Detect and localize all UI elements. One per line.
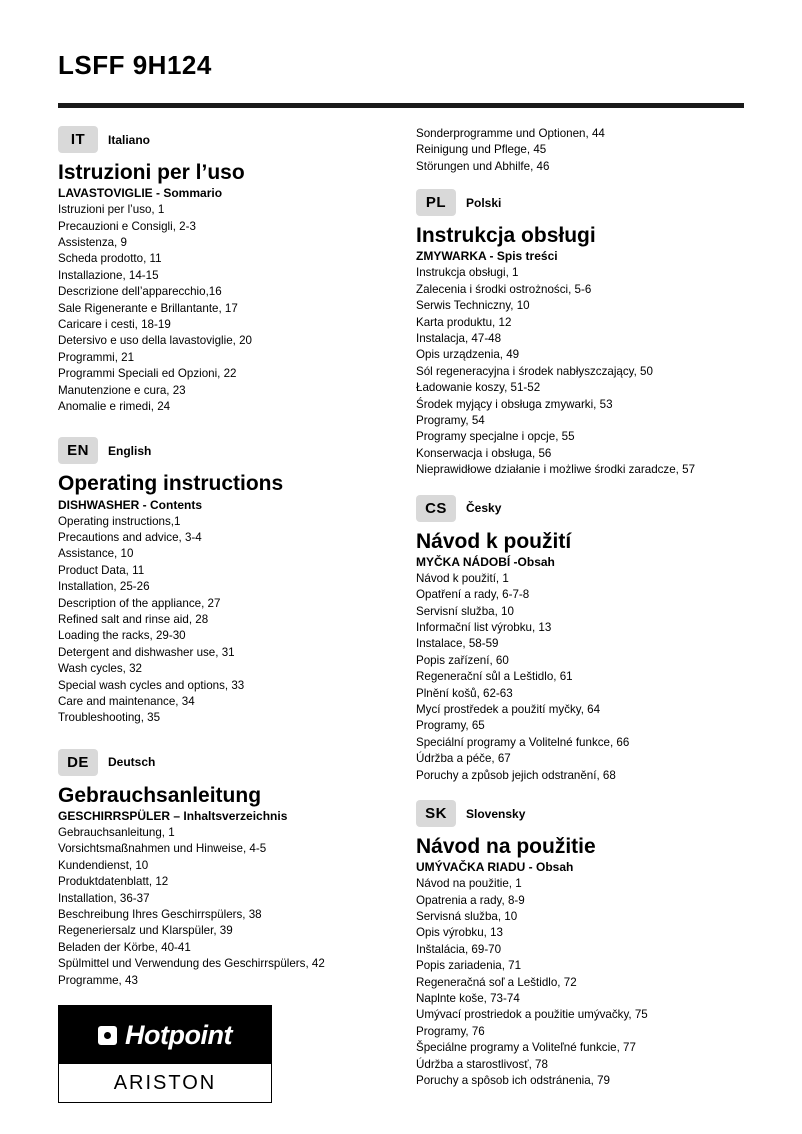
list-item: Loading the racks, 29-30	[58, 629, 186, 643]
contents-heading-it: LAVASTOVIGLIE - Sommario	[58, 186, 223, 201]
title-divider	[58, 103, 744, 108]
list-item: Opatření a rady, 6-7-8	[416, 588, 530, 602]
manual-title-cs: Návod k použití	[416, 529, 572, 553]
list-item: Störungen und Abhilfe, 46	[416, 159, 550, 173]
language-name-sk: Slovensky	[466, 806, 526, 821]
contents-heading-de: GESCHIRRSPÜLER – Inhaltsverzeichnis	[58, 808, 288, 823]
list-item: Reinigung und Pflege, 45	[416, 143, 547, 157]
language-badge-de: DE	[58, 749, 98, 776]
list-item: Ładowanie koszy, 51-52	[416, 381, 541, 395]
page-title: LSFF 9H124	[58, 50, 212, 80]
list-item: Konserwacja i obsługa, 56	[416, 446, 552, 460]
language-badge-en: EN	[58, 437, 98, 464]
left-column	[58, 126, 386, 1103]
list-item: Istruzioni per l’uso, 1	[58, 203, 165, 217]
right-column	[416, 126, 744, 1103]
language-header-cs	[416, 495, 744, 522]
list-item: Umývací prostriedok a použitie umývačky, 75	[416, 1008, 648, 1022]
list-item: Poruchy a spôsob ich odstránenia, 79	[416, 1074, 610, 1088]
section-gap	[416, 788, 744, 800]
list-item: Refined salt and rinse aid, 28	[58, 613, 209, 626]
list-item: Programy, 65	[416, 719, 485, 733]
language-name-cs: Česky	[466, 501, 502, 516]
list-item: Scheda prodotto, 11	[58, 252, 162, 266]
list-item: Plnění košů, 62-63	[416, 686, 513, 700]
language-header-sk	[416, 800, 744, 827]
list-item: Karta produktu, 12	[416, 315, 512, 329]
list-item: Instrukcja obsługi, 1	[416, 266, 519, 280]
manual-title-pl: Instrukcja obsługi	[416, 224, 596, 248]
list-item: Installation, 36-37	[58, 891, 150, 905]
contents-columns	[58, 126, 744, 1103]
list-item: Špeciálne programy a Voliteľné funkcie, 77	[416, 1041, 636, 1055]
list-item: Detergent and dishwasher use, 31	[58, 645, 235, 659]
toc-list-de-continued	[416, 126, 744, 175]
language-badge-it: IT	[58, 126, 98, 153]
list-item: Inštalácia, 69-70	[416, 942, 502, 956]
contents-heading-sk: UMÝVAČKA RIADU - Obsah	[416, 860, 574, 875]
list-item: Servisní služba, 10	[416, 604, 514, 618]
manual-title-sk: Návod na použitie	[416, 835, 596, 859]
list-item: Programy specjalne i opcje, 55	[416, 430, 575, 444]
contents-heading-cs: MYČKA NÁDOBÍ -Obsah	[416, 554, 555, 569]
list-item: Programme, 43	[58, 973, 138, 987]
list-item: Gebrauchsanleitung, 1	[58, 825, 175, 839]
brand-name: Hotpoint	[125, 1019, 232, 1050]
list-item: Installazione, 14-15	[58, 268, 159, 282]
brand-logo	[58, 1005, 272, 1103]
list-item: Nieprawidłowe działanie i możliwe środki zaradcze, 57	[416, 463, 696, 477]
list-item: Description of the appliance, 27	[58, 596, 221, 610]
language-header-it	[58, 126, 386, 153]
list-item: Sól regeneracyjna i środek nabłyszczający, 50	[416, 364, 653, 378]
list-item: Beschreibung Ihres Geschirrspülers, 38	[58, 908, 262, 922]
language-header-de	[58, 749, 386, 776]
toc-list-de	[58, 825, 386, 989]
list-item: Popis zariadenia, 71	[416, 959, 522, 973]
list-item: Popis zařízení, 60	[416, 653, 509, 667]
language-section-en	[58, 437, 386, 726]
list-item: Sale Rigenerante e Brillantante, 17	[58, 301, 238, 315]
list-item: Mycí prostředek a použití myčky, 64	[416, 703, 601, 717]
list-item: Precauzioni e Consigli, 2-3	[58, 219, 196, 233]
manual-title-de: Gebrauchsanleitung	[58, 783, 262, 807]
list-item: Care and maintenance, 34	[58, 695, 195, 709]
list-item: Sonderprogramme und Optionen, 44	[416, 127, 605, 140]
list-item: Instalace, 58-59	[416, 637, 499, 651]
list-item: Produktdatenblatt, 12	[58, 875, 169, 889]
contents-heading-pl: ZMYWARKA - Spis treści	[416, 249, 558, 264]
language-section-pl	[416, 189, 744, 478]
list-item: Beladen der Körbe, 40-41	[58, 940, 191, 954]
list-item: Vorsichtsmaßnahmen und Hinweise, 4-5	[58, 842, 267, 856]
brand-logo-top	[59, 1006, 271, 1064]
list-item: Informační list výrobku, 13	[416, 621, 552, 634]
list-item: Programmi Speciali ed Opzioni, 22	[58, 367, 237, 381]
list-item: Assistenza, 9	[58, 235, 127, 249]
brand-subname: ARISTON	[113, 1071, 217, 1094]
list-item: Opis urządzenia, 49	[416, 348, 520, 362]
language-name-pl: Polski	[466, 195, 502, 210]
list-item: Zalecenia i środki ostrożności, 5-6	[416, 282, 592, 296]
list-item: Regenerační sůl a Leštidlo, 61	[416, 670, 573, 684]
language-section-sk	[416, 800, 744, 1089]
list-item: Opis výrobku, 13	[416, 926, 503, 940]
section-gap	[58, 419, 386, 437]
language-header-en	[58, 437, 386, 464]
list-item: Descrizione dell’apparecchio,16	[58, 285, 222, 299]
language-badge-cs: CS	[416, 495, 456, 522]
list-item: Środek myjący i obsługa zmywarki, 53	[416, 397, 613, 411]
list-item: Detersivo e uso della lavastoviglie, 20	[58, 334, 252, 348]
list-item: Operating instructions,1	[58, 514, 181, 528]
list-item: Servisná služba, 10	[416, 910, 518, 924]
toc-list-cs	[416, 571, 744, 784]
section-gap	[416, 483, 744, 495]
list-item: Manutenzione e cura, 23	[58, 383, 186, 397]
list-item: Speciální programy a Volitelné funkce, 66	[416, 735, 630, 749]
language-section-cs	[416, 495, 744, 784]
language-name-it: Italiano	[108, 132, 151, 147]
toc-list-sk	[416, 876, 744, 1089]
list-item: Caricare i cesti, 18-19	[58, 317, 171, 331]
list-item: Product Data, 11	[58, 563, 145, 577]
list-item: Wash cycles, 32	[58, 662, 142, 676]
list-item: Naplnte koše, 73-74	[416, 992, 520, 1006]
list-item: Poruchy a způsob jejich odstranění, 68	[416, 768, 616, 782]
manual-title-en: Operating instructions	[58, 472, 284, 496]
toc-list-en	[58, 514, 386, 727]
language-badge-pl: PL	[416, 189, 456, 216]
manual-title-it: Istruzioni per l’uso	[58, 161, 245, 184]
list-item: Údržba a péče, 67	[416, 752, 511, 766]
list-item: Kundendienst, 10	[58, 858, 149, 872]
list-item: Regeneračná soľ a Leštidlo, 72	[416, 975, 577, 989]
list-item: Programy, 76	[416, 1024, 485, 1038]
list-item: Instalacja, 47-48	[416, 331, 502, 345]
list-item: Installation, 25-26	[58, 580, 150, 594]
language-badge-sk: SK	[416, 800, 456, 827]
language-header-pl	[416, 189, 744, 216]
list-item: Údržba a starostlivosť, 78	[416, 1057, 548, 1071]
list-item: Spülmittel und Verwendung des Geschirrspülers, 42	[58, 957, 325, 971]
list-item: Anomalie e rimedi, 24	[58, 400, 171, 414]
list-item: Special wash cycles and options, 33	[58, 678, 245, 692]
list-item: Regeneriersalz und Klarspüler, 39	[58, 924, 233, 938]
language-name-en: English	[108, 443, 152, 458]
list-item: Návod na použitie, 1	[416, 877, 522, 891]
list-item: Programy, 54	[416, 414, 485, 428]
list-item: Serwis Techniczny, 10	[416, 299, 530, 313]
list-item: Precautions and advice, 3-4	[58, 530, 202, 544]
list-item: Assistance, 10	[58, 547, 134, 561]
list-item: Návod k použití, 1	[416, 571, 509, 585]
language-name-de: Deutsch	[108, 755, 156, 770]
language-section-it	[58, 126, 386, 415]
list-item: Troubleshooting, 35	[58, 711, 161, 725]
toc-list-it	[58, 202, 386, 415]
hotpoint-mark-icon	[98, 1026, 117, 1045]
list-item: Programmi, 21	[58, 350, 135, 364]
section-gap	[58, 731, 386, 749]
list-item: Opatrenia a rady, 8-9	[416, 893, 525, 907]
toc-list-pl	[416, 265, 744, 478]
contents-heading-en: DISHWASHER - Contents	[58, 497, 202, 512]
language-section-de	[58, 749, 386, 989]
